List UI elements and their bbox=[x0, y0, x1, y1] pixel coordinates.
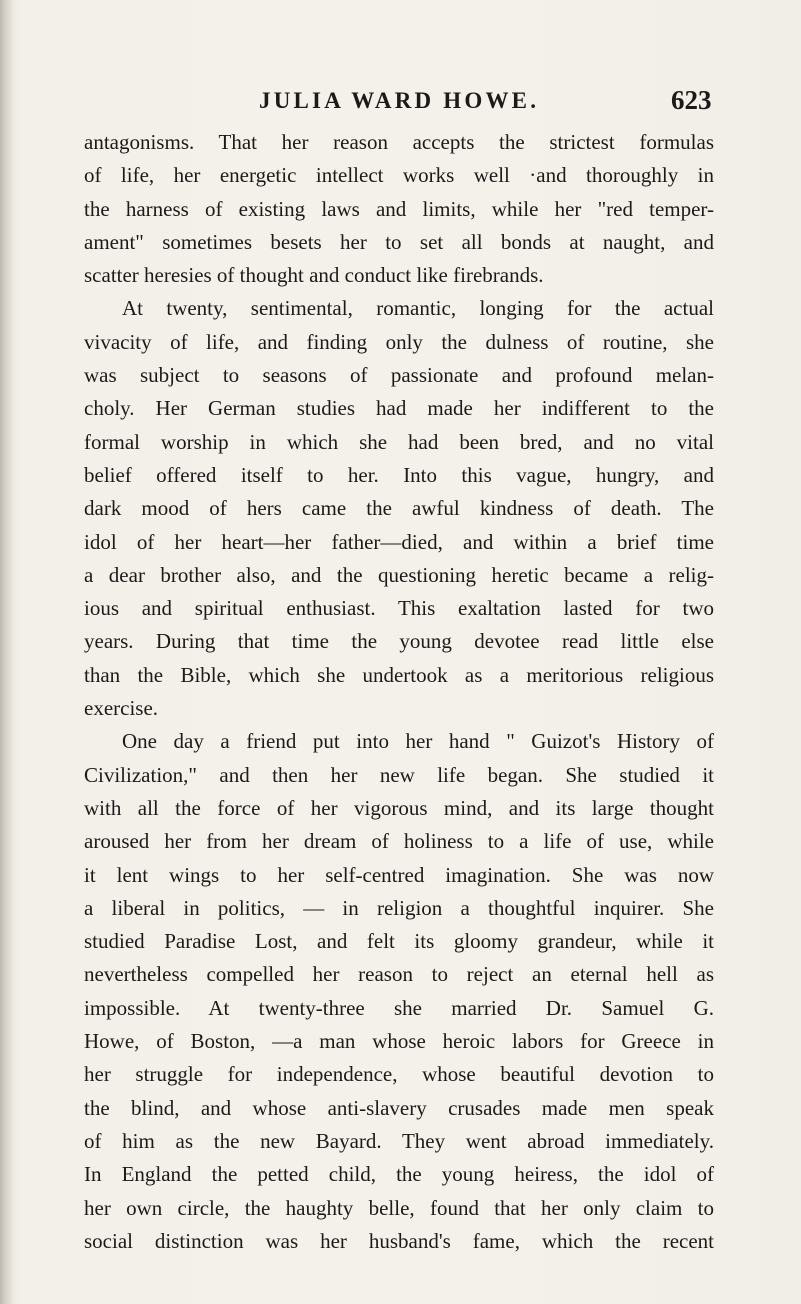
text-line: social distinction was her husband's fame, which the recent bbox=[84, 1228, 714, 1253]
text-line: years. During that time the young devotee read little else bbox=[84, 629, 714, 654]
binding-gutter bbox=[0, 0, 14, 1304]
text-line: was subject to seasons of passionate and profound melan- bbox=[84, 363, 714, 388]
text-line: aroused her from her dream of holiness to a life of use, while bbox=[84, 829, 714, 854]
text-line: belief offered itself to her. Into this vague, hungry, and bbox=[84, 462, 714, 487]
text-line: her own circle, the haughty belle, found that her only claim to bbox=[84, 1195, 714, 1220]
text-line: idol of her heart—her father—died, and within a brief time bbox=[84, 529, 714, 554]
text-line: of life, her energetic intellect works well ·and thoroughly in bbox=[84, 163, 714, 188]
text-line: ious and spiritual enthusiast. This exaltation lasted for two bbox=[84, 596, 714, 621]
text-line: studied Paradise Lost, and felt its gloomy grandeur, while it bbox=[84, 929, 714, 954]
text-line: with all the force of her vigorous mind, and its large thought bbox=[84, 795, 714, 820]
text-line: her struggle for independence, whose beautiful devotion to bbox=[84, 1062, 714, 1087]
running-head bbox=[0, 85, 801, 122]
text-line: impossible. At twenty-three she married Dr. Samuel G. bbox=[84, 995, 714, 1020]
text-line: Civilization," and then her new life began. She studied it bbox=[84, 762, 714, 787]
text-line: dark mood of hers came the awful kindness of death. The bbox=[84, 496, 714, 521]
text-line: than the Bible, which she undertook as a meritorious religious bbox=[84, 662, 714, 687]
text-line: One day a friend put into her hand " Guizot's History of bbox=[122, 729, 714, 754]
running-title: JULIA WARD HOWE. bbox=[259, 88, 540, 113]
text-line: the harness of existing laws and limits, while her "red temper- bbox=[84, 196, 714, 221]
text-line: scatter heresies of thought and conduct like firebrands. bbox=[84, 263, 544, 288]
text-line: antagonisms. That her reason accepts the strictest formulas bbox=[84, 130, 714, 154]
body-text bbox=[84, 126, 714, 1258]
text-line: of him as the new Bayard. They went abroad immediately. bbox=[84, 1128, 714, 1153]
page-number: 623 bbox=[671, 85, 712, 115]
text-line: nevertheless compelled her reason to reject an eternal hell as bbox=[84, 962, 714, 987]
text-line: a liberal in politics, — in religion a thoughtful inquirer. She bbox=[84, 895, 714, 920]
text-line: ament" sometimes besets her to set all bonds at naught, and bbox=[84, 229, 714, 254]
text-line: the blind, and whose anti-slavery crusades made men speak bbox=[84, 1095, 714, 1120]
text-line: formal worship in which she had been bred, and no vital bbox=[84, 429, 714, 454]
text-line: it lent wings to her self-centred imagination. She was now bbox=[84, 862, 714, 887]
text-line: a dear brother also, and the questioning heretic became a relig- bbox=[84, 562, 714, 587]
text-line: At twenty, sentimental, romantic, longing for the actual bbox=[122, 296, 714, 321]
text-line: exercise. bbox=[84, 696, 159, 721]
text-line: In England the petted child, the young heiress, the idol of bbox=[84, 1162, 714, 1187]
text-line: choly. Her German studies had made her indifferent to the bbox=[84, 396, 714, 421]
text-line: vivacity of life, and finding only the dulness of routine, she bbox=[84, 329, 714, 354]
text-line: Howe, of Boston, —a man whose heroic labors for Greece in bbox=[84, 1029, 714, 1054]
